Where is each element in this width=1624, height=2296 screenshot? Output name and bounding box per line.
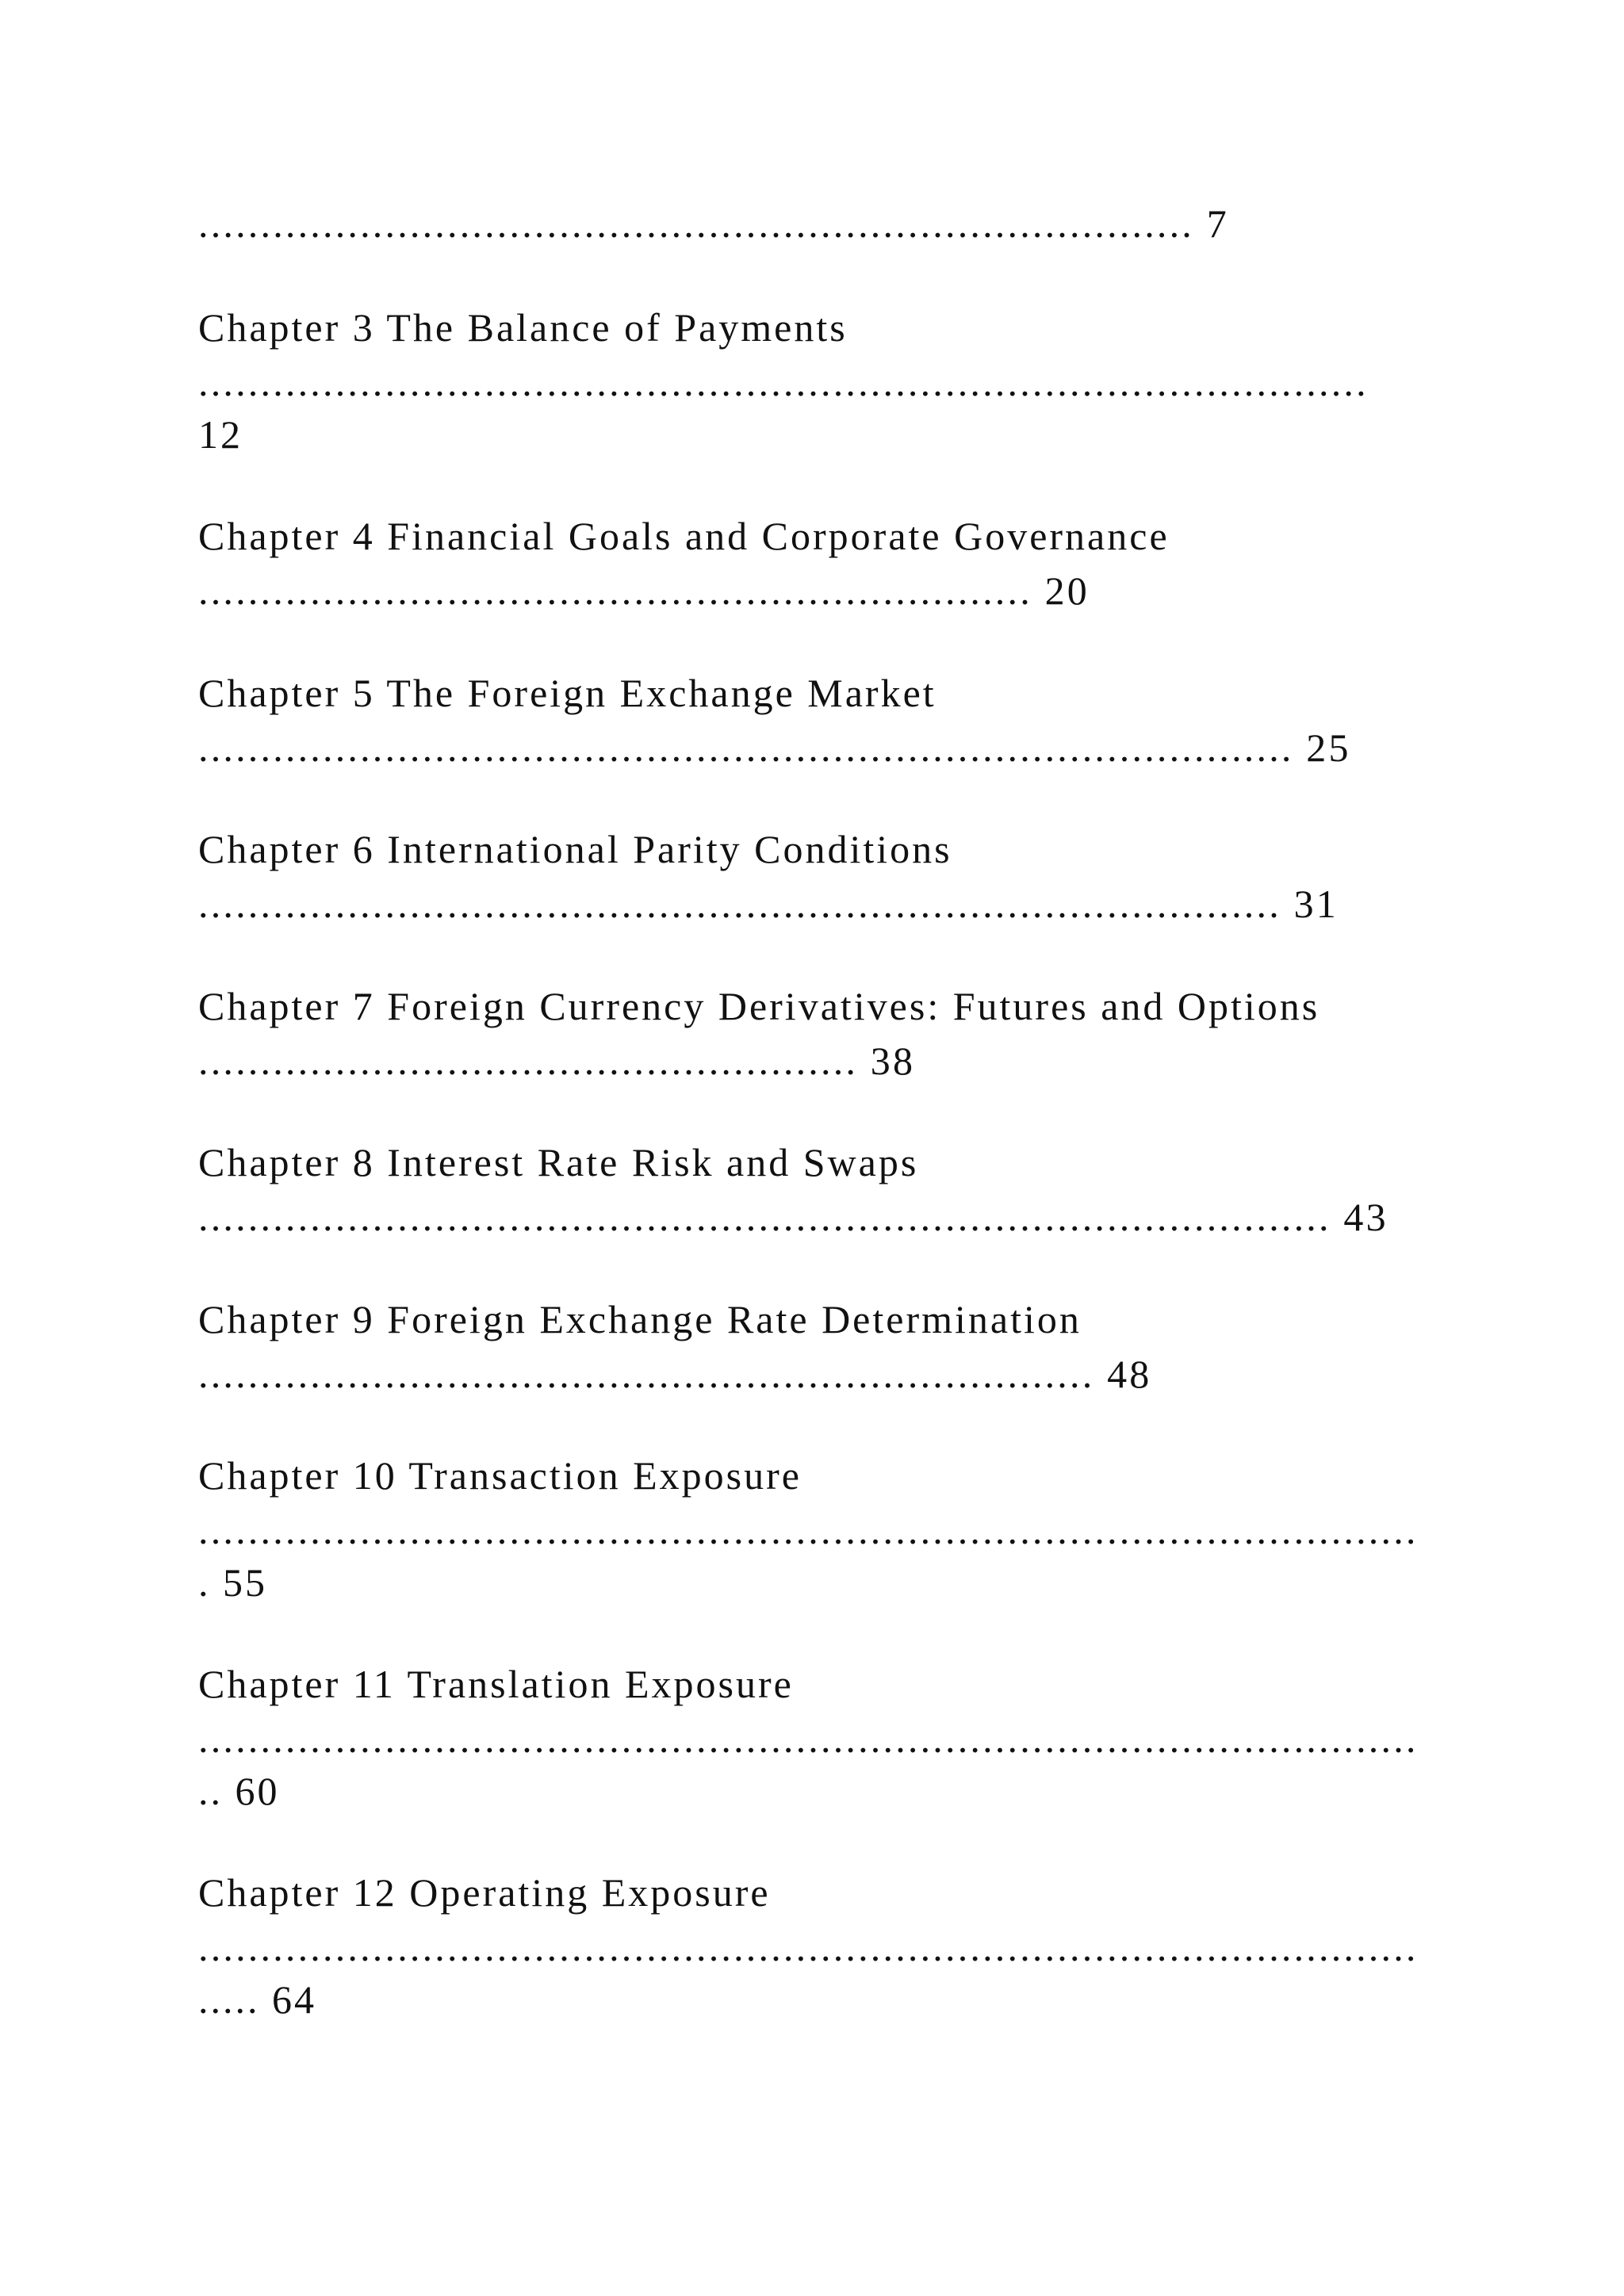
toc-page-number: ..... 64 xyxy=(198,1977,316,2022)
toc-leader-line: .................................................................................................. xyxy=(198,1508,1419,1552)
toc-chapter-title: Chapter 11 Translation Exposure xyxy=(198,1662,794,1706)
toc-leader-line: ................................................................... 20 xyxy=(198,568,1090,613)
toc-leader-line: ........................................................................................ 25 xyxy=(198,725,1351,770)
toc-leader-line: .................................................................................................. xyxy=(198,1925,1419,1969)
toc-leader-line: ........................................................................................... 43 xyxy=(198,1195,1388,1239)
toc-chapter-title: Chapter 7 Foreign Currency Derivatives: Futures and Options xyxy=(198,984,1320,1028)
toc-leader-line: .................................................................................................. xyxy=(198,1716,1419,1761)
toc-page-number: . 55 xyxy=(198,1560,267,1605)
toc-chapter-title: Chapter 5 The Foreign Exchange Market xyxy=(198,671,936,715)
toc-leader-line: ................................................................................ 7 xyxy=(198,201,1229,246)
toc-chapter-title: Chapter 6 International Parity Conditions xyxy=(198,827,952,871)
toc-chapter-title: Chapter 4 Financial Goals and Corporate Governance xyxy=(198,514,1170,558)
toc-leader-line: ....................................................................................... 31 xyxy=(198,882,1339,926)
toc-page-number: 12 xyxy=(198,412,243,457)
toc-chapter-title: Chapter 3 The Balance of Payments xyxy=(198,305,848,350)
toc-page-number: .. 60 xyxy=(198,1769,280,1813)
toc-leader-line: ........................................................................ 48 xyxy=(198,1352,1152,1396)
toc-chapter-title: Chapter 10 Transaction Exposure xyxy=(198,1453,802,1498)
toc-leader-line: ..................................................... 38 xyxy=(198,1039,916,1083)
toc-leader-line: .............................................................................................. xyxy=(198,360,1369,404)
toc-chapter-title: Chapter 12 Operating Exposure xyxy=(198,1870,771,1915)
toc-chapter-title: Chapter 9 Foreign Exchange Rate Determination xyxy=(198,1297,1082,1341)
toc-chapter-title: Chapter 8 Interest Rate Risk and Swaps xyxy=(198,1140,919,1184)
